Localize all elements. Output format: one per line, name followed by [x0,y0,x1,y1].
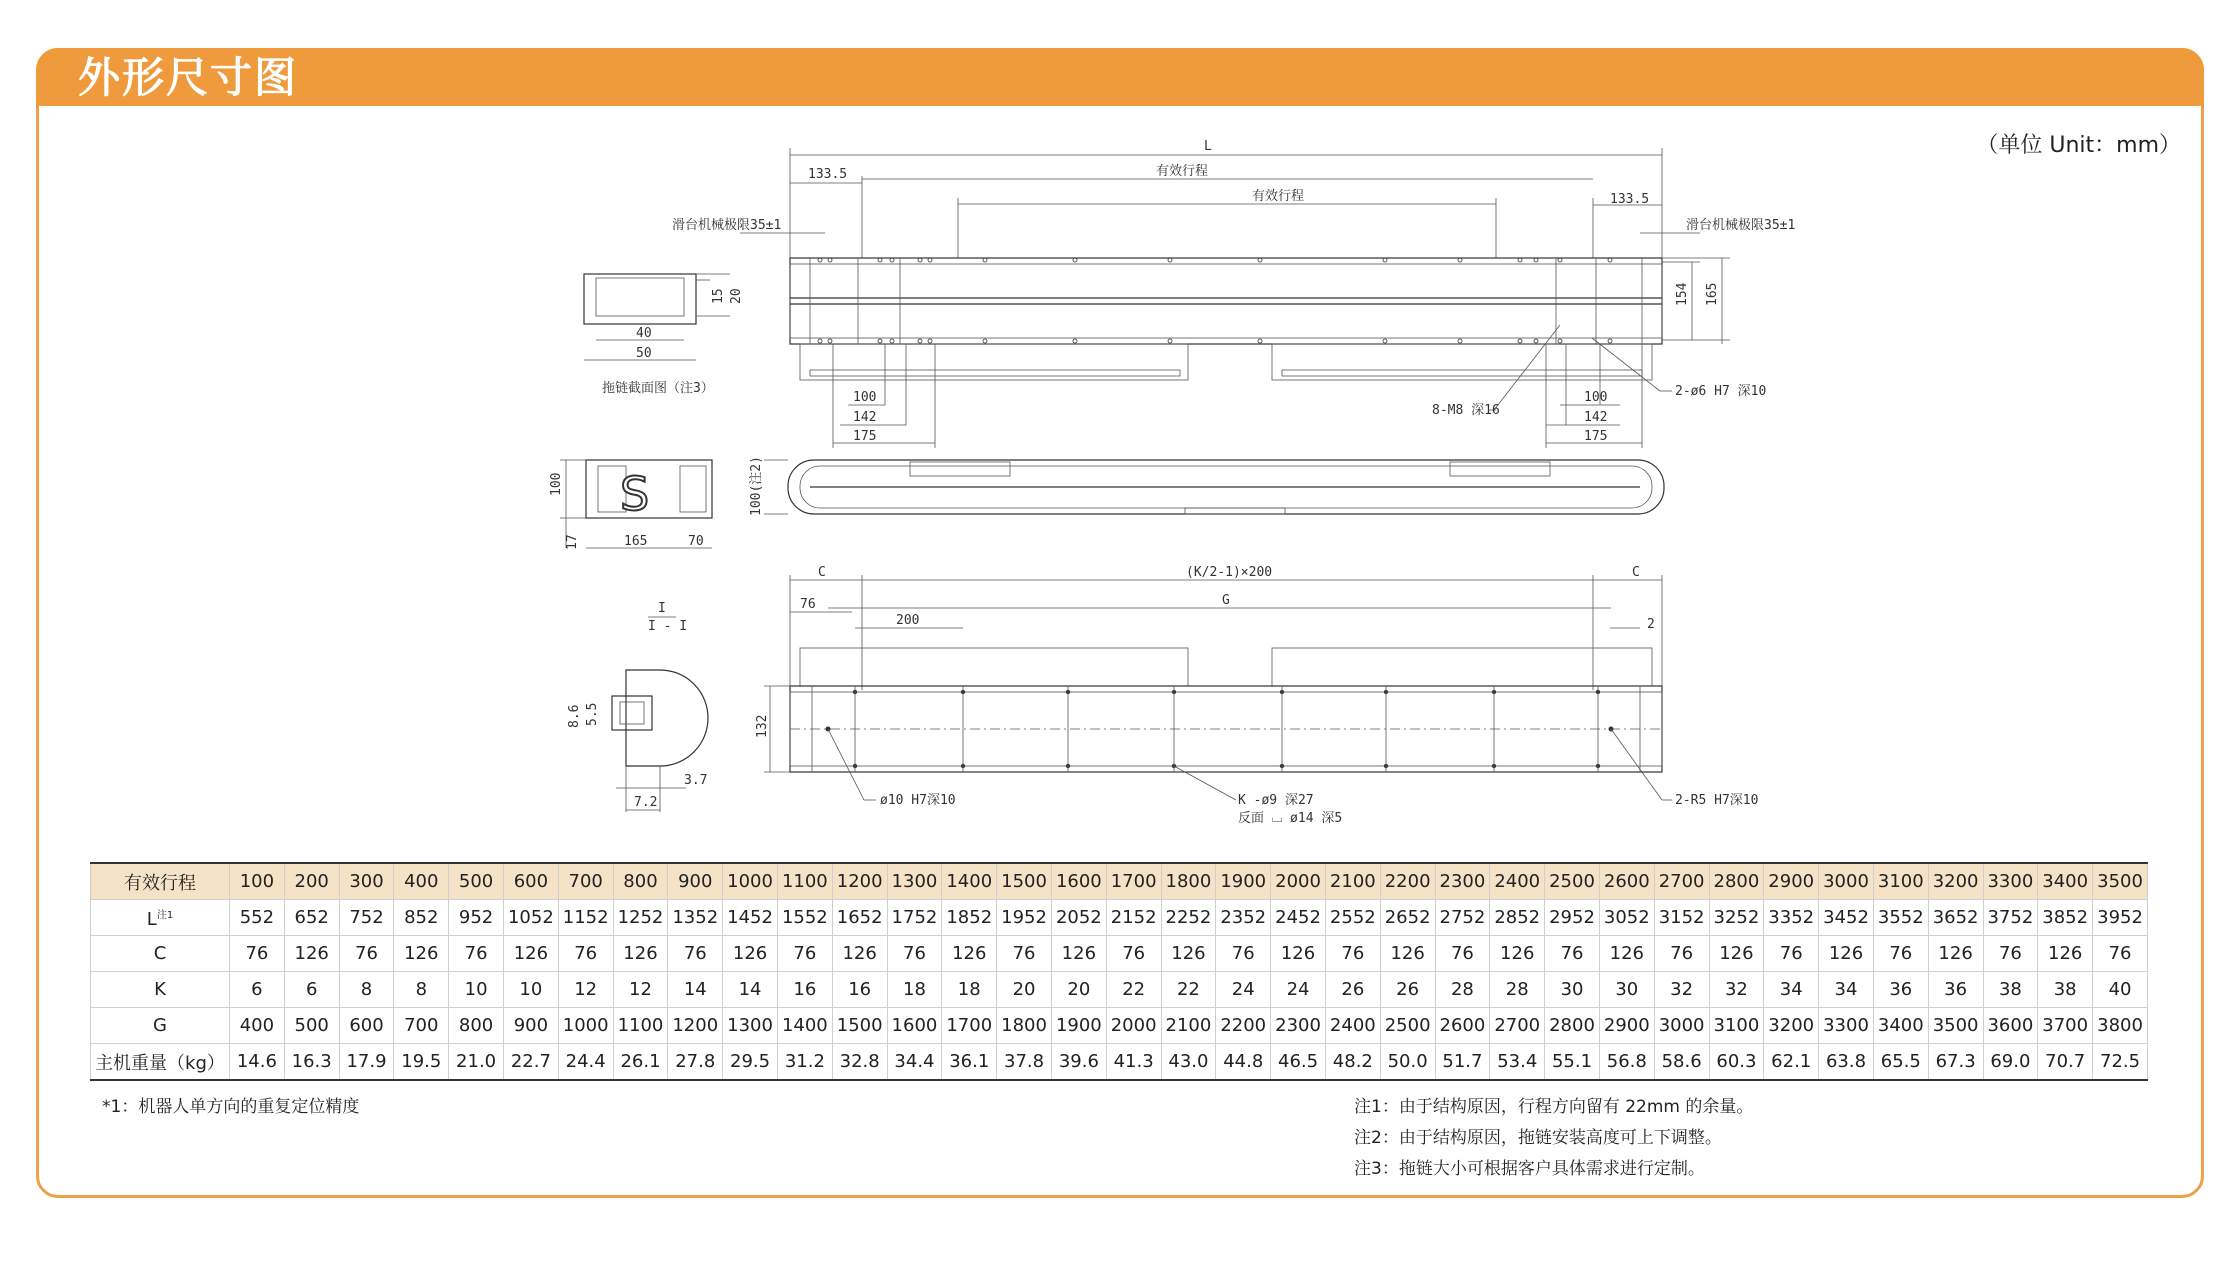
table-cell: 55.1 [1545,1044,1600,1081]
table-cell: 2152 [1106,900,1161,936]
dim-142-right: 142 [1584,410,1608,425]
dim-h15: 15 [711,288,726,304]
table-cell: 65.5 [1873,1044,1928,1081]
table-cell: 1100 [777,863,832,900]
table-cell: 30 [1599,972,1654,1008]
table-cell: 3300 [1983,863,2038,900]
table-cell: 1452 [723,900,778,936]
note-2: 注2：由于结构原因，拖链安装高度可上下调整。 [1354,1128,1722,1148]
dim-3-7: 3.7 [684,773,708,788]
mech-limit-left: 滑台机械极限35±1 [672,218,782,233]
mech-limit-right: 滑台机械极限35±1 [1686,218,1796,233]
table-cell: 1300 [723,1008,778,1044]
top-view [672,139,1795,448]
table-cell: 3400 [2038,863,2093,900]
table-cell: 300 [339,863,394,900]
table-cell: 76 [1873,936,1928,972]
table-cell: 76 [1654,936,1709,972]
bottom-view [755,565,1758,826]
dim-stroke-1: 有效行程 [1156,164,1209,179]
table-cell: 1800 [997,1008,1052,1044]
table-cell: 34 [1764,972,1819,1008]
table-cell: 852 [394,900,449,936]
table-cell: 3252 [1709,900,1764,936]
table-cell: 76 [997,936,1052,972]
table-cell: 700 [394,1008,449,1044]
dim-h132: 132 [755,714,770,738]
table-cell: 126 [1709,936,1764,972]
table-cell: 16 [777,972,832,1008]
table-cell: 500 [449,863,504,900]
table-cell: 1500 [997,863,1052,900]
dim-side-h100: 100 [549,472,564,496]
dim-2: 2 [1647,617,1655,632]
table-cell: 2900 [1599,1008,1654,1044]
row-label [91,972,230,1008]
table-cell: 1900 [1216,863,1271,900]
table-cell: 1700 [942,1008,997,1044]
table-cell: 14.6 [230,1044,285,1081]
table-cell: 1152 [558,900,613,936]
table-cell: 100 [230,863,285,900]
table-cell: 53.4 [1490,1044,1545,1081]
table-cell: 2052 [1051,900,1106,936]
table-cell: 1200 [832,863,887,900]
table-cell: 2800 [1709,863,1764,900]
table-cell: 76 [558,936,613,972]
table-cell: 3100 [1873,863,1928,900]
table-cell: 3952 [2093,900,2148,936]
table-cell: 2900 [1764,863,1819,900]
table-cell: 3800 [2093,1008,2148,1044]
dim-stroke-2: 有效行程 [1252,189,1305,204]
table-cell: 3852 [2038,900,2093,936]
spec-table [90,862,2148,1081]
table-cell: 1652 [832,900,887,936]
dim-front-h100: 100(注2) [749,456,764,516]
table-cell: 3152 [1654,900,1709,936]
table-cell: 72.5 [2093,1044,2148,1081]
table-cell: 3600 [1983,1008,2038,1044]
table-cell: 14 [723,972,778,1008]
table-cell: 2552 [1325,900,1380,936]
row-label-text: 有效行程 [124,872,196,894]
dim-K-expr: (K/2-1)×200 [1186,565,1273,580]
table-row [91,1008,2148,1044]
table-cell: 26 [1380,972,1435,1008]
dim-w50: 50 [636,346,652,361]
table-cell: 3300 [1819,1008,1874,1044]
table-cell: 1952 [997,900,1052,936]
side-view [549,460,712,550]
row-label-text: 主机重量（kg） [95,1052,225,1074]
table-cell: 12 [558,972,613,1008]
table-cell: 2400 [1325,1008,1380,1044]
table-cell: 10 [449,972,504,1008]
table-cell: 1300 [887,863,942,900]
table-cell: 2400 [1490,863,1545,900]
table-cell: 400 [230,1008,285,1044]
table-cell: 3652 [1928,900,1983,936]
table-cell: 3500 [2093,863,2148,900]
table-cell: 1000 [723,863,778,900]
table-cell: 126 [1380,936,1435,972]
table-cell: 126 [1490,936,1545,972]
table-cell: 126 [942,936,997,972]
table-cell: 200 [284,863,339,900]
table-cell: 126 [613,936,668,972]
table-cell: 32 [1709,972,1764,1008]
table-cell: 6 [284,972,339,1008]
cable-section [584,274,744,396]
table-cell: 3552 [1873,900,1928,936]
table-cell: 50.0 [1380,1044,1435,1081]
label-pin6: 2-ø6 H7 深10 [1675,384,1767,399]
table-cell: 600 [339,1008,394,1044]
unit-label: （单位 Unit：mm） [1976,133,2181,158]
table-cell: 126 [1928,936,1983,972]
table-cell: 36 [1873,972,1928,1008]
table-cell: 900 [503,1008,558,1044]
table-cell: 36 [1928,972,1983,1008]
table-cell: 34 [1819,972,1874,1008]
dim-h20: 20 [729,288,744,304]
table-cell: 1600 [1051,863,1106,900]
table-row [91,972,2148,1008]
table-cell: 8 [394,972,449,1008]
table-cell: 1552 [777,900,832,936]
table-cell: 1500 [832,1008,887,1044]
table-cell: 600 [503,863,558,900]
table-cell: 38 [1983,972,2038,1008]
dim-C-left: C [818,565,826,580]
table-cell: 2952 [1545,900,1600,936]
table-cell: 24 [1271,972,1326,1008]
dim-133-5-right: 133.5 [1610,192,1650,207]
table-cell: 18 [887,972,942,1008]
table-cell: 27.8 [668,1044,723,1081]
table-cell: 126 [2038,936,2093,972]
dim-8-6: 8.6 [567,704,582,728]
front-view [749,456,1664,516]
table-cell: 38 [2038,972,2093,1008]
row-label [91,863,230,900]
dim-side-h17: 17 [565,534,580,550]
table-cell: 20 [997,972,1052,1008]
table-cell: 18 [942,972,997,1008]
table-cell: 76 [1325,936,1380,972]
table-cell: 2852 [1490,900,1545,936]
note-3: 注3：拖链大小可根据客户具体需求进行定制。 [1354,1159,1705,1179]
table-cell: 2500 [1545,863,1600,900]
table-cell: 14 [668,972,723,1008]
table-cell: 1400 [942,863,997,900]
table-cell: 2352 [1216,900,1271,936]
table-cell: 126 [1051,936,1106,972]
table-cell: 2200 [1216,1008,1271,1044]
table-cell: 22 [1161,972,1216,1008]
table-cell: 37.8 [997,1044,1052,1081]
table-cell: 56.8 [1599,1044,1654,1081]
table-cell: 76 [2093,936,2148,972]
table-cell: 126 [832,936,887,972]
table-cell: 44.8 [1216,1044,1271,1081]
dim-100-right: 100 [1584,390,1608,405]
table-cell: 76 [449,936,504,972]
table-cell: 2652 [1380,900,1435,936]
table-cell: 26 [1325,972,1380,1008]
table-row [91,863,2148,900]
table-cell: 126 [1599,936,1654,972]
table-cell: 76 [1435,936,1490,972]
table-cell: 2100 [1325,863,1380,900]
table-cell: 3452 [1819,900,1874,936]
table-cell: 36.1 [942,1044,997,1081]
table-cell: 12 [613,972,668,1008]
table-cell: 76 [1545,936,1600,972]
dim-142-left: 142 [853,410,877,425]
table-cell: 24.4 [558,1044,613,1081]
label-r5: 2-R5 H7深10 [1675,793,1759,808]
dim-76: 76 [800,597,816,612]
table-cell: 43.0 [1161,1044,1216,1081]
table-cell: 76 [339,936,394,972]
table-cell: 900 [668,863,723,900]
table-cell: 1000 [558,1008,613,1044]
row-label [91,1008,230,1044]
table-cell: 2300 [1435,863,1490,900]
table-cell: 800 [613,863,668,900]
footnote-left: *1：机器人单方向的重复定位精度 [102,1097,360,1117]
row-label [91,936,230,972]
table-cell: 16 [832,972,887,1008]
table-cell: 2700 [1490,1008,1545,1044]
table-cell: 1800 [1161,863,1216,900]
table-cell: 19.5 [394,1044,449,1081]
table-cell: 126 [284,936,339,972]
label-m8: 8-M8 深16 [1432,403,1500,418]
table-cell: 126 [1271,936,1326,972]
table-cell: 17.9 [339,1044,394,1081]
table-cell: 2252 [1161,900,1216,936]
table-cell: 48.2 [1325,1044,1380,1081]
dim-w40: 40 [636,326,652,341]
table-cell: 1752 [887,900,942,936]
note-1: 注1：由于结构原因，行程方向留有 22mm 的余量。 [1354,1097,1754,1117]
table-cell: 126 [503,936,558,972]
table-cell: 20 [1051,972,1106,1008]
row-label-text: G [153,1015,167,1036]
row-label-text: K [154,979,166,1000]
table-cell: 1852 [942,900,997,936]
table-cell: 76 [777,936,832,972]
table-cell: 62.1 [1764,1044,1819,1081]
dim-h165: 165 [1705,282,1720,306]
table-cell: 3500 [1928,1008,1983,1044]
notes-right [1354,1092,1753,1185]
dim-side-w70: 70 [688,534,704,549]
table-cell: 22.7 [503,1044,558,1081]
table-cell: 26.1 [613,1044,668,1081]
dim-7-2: 7.2 [634,795,658,810]
table-cell: 31.2 [777,1044,832,1081]
table-cell: 3200 [1928,863,1983,900]
table-cell: 30 [1545,972,1600,1008]
table-cell: 69.0 [1983,1044,2038,1081]
table-cell: 1400 [777,1008,832,1044]
table-row [91,900,2148,936]
table-row [91,936,2148,972]
detail-view [567,601,708,812]
row-label-text: C [153,943,167,964]
table-cell: 2100 [1161,1008,1216,1044]
row-label-sup: 注1 [156,909,174,921]
table-cell: 6 [230,972,285,1008]
table-cell: 76 [668,936,723,972]
dim-L: L [1204,139,1212,154]
dim-G: G [1222,593,1230,608]
dim-133-5-left: 133.5 [808,167,848,182]
detail-label-bot: I - I [648,619,688,634]
table-cell: 3000 [1654,1008,1709,1044]
table-cell: 29.5 [723,1044,778,1081]
table-cell: 1352 [668,900,723,936]
table-cell: 126 [723,936,778,972]
row-label [91,1044,230,1081]
table-cell: 2600 [1599,863,1654,900]
table-cell: 2500 [1380,1008,1435,1044]
table-cell: 70.7 [2038,1044,2093,1081]
table-cell: 3200 [1764,1008,1819,1044]
svg-text:S: S [620,467,650,521]
table-cell: 76 [1106,936,1161,972]
table-cell: 3052 [1599,900,1654,936]
table-cell: 952 [449,900,504,936]
dim-175-left: 175 [853,429,877,444]
table-cell: 32 [1654,972,1709,1008]
table-cell: 16.3 [284,1044,339,1081]
table-cell: 32.8 [832,1044,887,1081]
label-k-holes-2: 反面 ⌴ ø14 深5 [1238,811,1343,826]
table-cell: 126 [1819,936,1874,972]
table-cell: 2200 [1380,863,1435,900]
table-cell: 1252 [613,900,668,936]
table-cell: 2752 [1435,900,1490,936]
table-cell: 126 [394,936,449,972]
table-cell: 1600 [887,1008,942,1044]
label-k-holes-1: K -ø9 深27 [1238,793,1314,808]
table-cell: 22 [1106,972,1161,1008]
dim-175-right: 175 [1584,429,1608,444]
table-cell: 76 [1216,936,1271,972]
table-cell: 3000 [1819,863,1874,900]
table-cell: 28 [1435,972,1490,1008]
table-cell: 2800 [1545,1008,1600,1044]
table-cell: 752 [339,900,394,936]
table-cell: 46.5 [1271,1044,1326,1081]
table-cell: 400 [394,863,449,900]
table-cell: 500 [284,1008,339,1044]
table-cell: 67.3 [1928,1044,1983,1081]
table-cell: 126 [1161,936,1216,972]
table-cell: 652 [284,900,339,936]
table-cell: 552 [230,900,285,936]
table-cell: 8 [339,972,394,1008]
table-cell: 39.6 [1051,1044,1106,1081]
table-cell: 2300 [1271,1008,1326,1044]
table-cell: 28 [1490,972,1545,1008]
dim-5-5: 5.5 [585,702,600,726]
table-cell: 34.4 [887,1044,942,1081]
table-cell: 1100 [613,1008,668,1044]
dim-100-left: 100 [853,390,877,405]
dim-h154: 154 [1675,282,1690,306]
table-cell: 2000 [1106,1008,1161,1044]
table-cell: 10 [503,972,558,1008]
table-cell: 51.7 [1435,1044,1490,1081]
table-cell: 1200 [668,1008,723,1044]
table-cell: 3752 [1983,900,2038,936]
dim-C-right: C [1632,565,1640,580]
table-row [91,1044,2148,1081]
table-cell: 40 [2093,972,2148,1008]
table-cell: 76 [1983,936,2038,972]
table-cell: 3352 [1764,900,1819,936]
table-cell: 21.0 [449,1044,504,1081]
table-cell: 1900 [1051,1008,1106,1044]
table-cell: 2700 [1654,863,1709,900]
section-title: 外形尺寸图 [78,53,299,102]
table-cell: 24 [1216,972,1271,1008]
table-cell: 1052 [503,900,558,936]
table-cell: 76 [887,936,942,972]
detail-label-top: I [658,601,666,616]
row-label [91,900,230,936]
table-cell: 58.6 [1654,1044,1709,1081]
table-cell: 2000 [1271,863,1326,900]
dim-side-w165: 165 [624,534,648,549]
label-hole10: ø10 H7深10 [880,793,956,808]
table-cell: 3700 [2038,1008,2093,1044]
table-cell: 3100 [1709,1008,1764,1044]
table-cell: 2452 [1271,900,1326,936]
table-cell: 800 [449,1008,504,1044]
table-cell: 2600 [1435,1008,1490,1044]
table-cell: 41.3 [1106,1044,1161,1081]
table-cell: 76 [230,936,285,972]
dim-200: 200 [896,613,920,628]
table-cell: 60.3 [1709,1044,1764,1081]
table-cell: 63.8 [1819,1044,1874,1081]
table-cell: 1700 [1106,863,1161,900]
table-cell: 3400 [1873,1008,1928,1044]
row-label-text: L [146,908,157,930]
cable-caption: 拖链截面图（注3） [602,381,714,396]
table-cell: 700 [558,863,613,900]
table-cell: 76 [1764,936,1819,972]
